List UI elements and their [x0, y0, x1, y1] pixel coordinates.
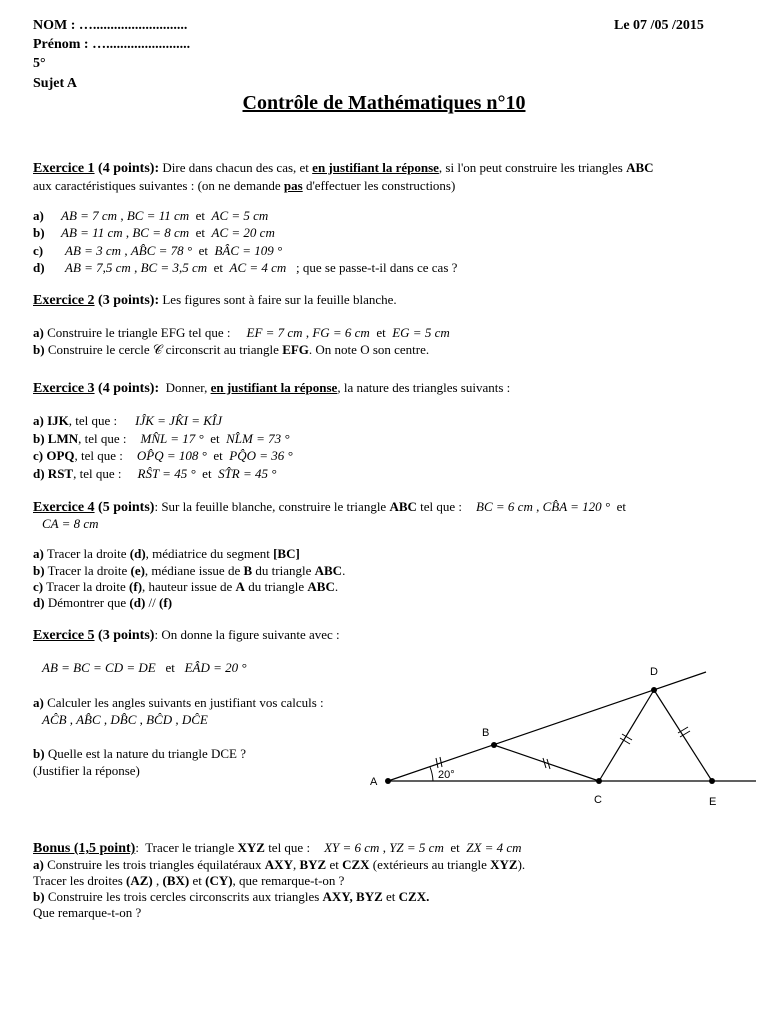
math-expr: BC = 11 cm — [126, 208, 190, 223]
separator: et — [195, 466, 219, 481]
item-bold: (e) — [130, 563, 145, 578]
ex5-heading: Exercice 5 — [33, 628, 95, 643]
math-expr: YZ = 5 cm — [389, 840, 444, 855]
separator: et — [155, 660, 185, 675]
geometry-figure — [360, 655, 760, 815]
ex5-givens — [42, 660, 247, 676]
separator: et — [610, 499, 627, 514]
point-c — [596, 778, 602, 784]
ex1-item-a — [33, 208, 268, 224]
item-text: circonscrit au triangle — [162, 342, 283, 357]
item-label: a) — [33, 857, 44, 872]
math-expr: AC = 20 cm — [211, 225, 275, 240]
label-c: C — [594, 794, 602, 806]
prenom-field: Prénom : …........................ — [33, 37, 191, 52]
math-expr: EG = 5 cm — [392, 325, 450, 340]
math-expr: EÂD = 20 ° — [184, 660, 247, 675]
item-label: a) — [33, 208, 44, 223]
point-d — [651, 687, 657, 693]
item-text: , que remarque-t-on ? — [232, 873, 345, 888]
ex4-abc: ABC — [389, 499, 417, 514]
ex3-intro-text-2: , la nature des triangles suivants : — [337, 380, 511, 395]
ex3-emphasis: en justifiant la réponse — [210, 380, 338, 395]
date-label: Le 07 /05 /2015 — [614, 18, 704, 33]
item-text: , tel que : — [74, 448, 123, 463]
separator: et — [192, 243, 215, 258]
item-text: , tel que : — [73, 466, 122, 481]
separator: et — [207, 260, 230, 275]
item-text: , — [292, 857, 300, 872]
ex1-intro-text: Dire dans chacun des cas, et — [159, 160, 313, 175]
ex5-points: (3 points) — [98, 628, 155, 643]
math-expr: AB = 11 cm — [61, 225, 123, 240]
ex4-item-b — [33, 563, 345, 579]
math-expr: ST̂R = 45 ° — [218, 466, 277, 481]
point-a — [385, 778, 391, 784]
ex4-item-a — [33, 546, 300, 562]
math-expr: IĴK = JK̂I = KÎJ — [135, 413, 222, 428]
math-expr: OP̂Q = 108 ° — [136, 448, 207, 463]
item-bold: CZX — [342, 857, 370, 872]
label-b: B — [482, 727, 490, 739]
item-bold: (d) — [129, 546, 146, 561]
ex1-points: (4 points): — [98, 161, 160, 176]
label-a: A — [370, 776, 378, 788]
class-label: 5° — [33, 56, 46, 71]
math-expr: RŜT = 45 ° — [137, 466, 196, 481]
item-label: c) — [33, 579, 44, 594]
item-text: . — [334, 579, 339, 594]
math-expr: EF = 7 cm — [246, 325, 303, 340]
bonus-item-a — [33, 857, 525, 873]
bonus-intro — [33, 840, 522, 857]
item-label: c) OPQ — [33, 448, 75, 463]
ex1-item-c — [33, 243, 282, 259]
math-expr: BÂC = 109 ° — [214, 243, 283, 258]
ex1-emphasis: en justifiant la réponse — [312, 160, 439, 175]
ex1-item-b — [33, 225, 275, 241]
ex3-heading: Exercice 3 — [33, 381, 95, 396]
math-expr: AB = 7 cm — [61, 208, 118, 223]
ex2-item-a — [33, 325, 450, 341]
item-label: b) — [33, 889, 45, 904]
item-bold: A — [235, 579, 245, 594]
separator: , — [379, 840, 390, 855]
page-title: Contrôle de Mathématiques n°10 — [242, 92, 526, 114]
line-ad — [388, 672, 706, 781]
ex4-heading: Exercice 4 — [33, 500, 95, 515]
bonus-heading: Bonus (1,5 point) — [33, 841, 136, 856]
separator: , — [302, 325, 313, 340]
label-e: E — [709, 796, 717, 808]
item-text: , médiane issue de — [144, 563, 244, 578]
item-text: Tracer la droite — [43, 579, 130, 594]
math-expr: AB = 3 cm — [65, 243, 122, 258]
item-text: ). — [517, 857, 526, 872]
item-text: et — [189, 873, 206, 888]
ex4-intro-text-2: tel que : — [416, 499, 463, 514]
item-text: Tracer les droites — [33, 873, 127, 888]
item-bold: (f) — [129, 579, 143, 594]
item-text: et — [326, 857, 343, 872]
item-bold: BYZ — [299, 857, 327, 872]
ex2-item-b — [33, 342, 429, 358]
ex1-intro-text-2: , si l'on peut construire les triangles — [438, 160, 627, 175]
item-bold: B — [243, 563, 253, 578]
item-text: Tracer la droite — [44, 563, 131, 578]
ex2-intro — [33, 292, 397, 309]
item-bold: CZX. — [398, 889, 430, 904]
ex3-points: (4 points): — [98, 381, 160, 396]
item-label: d) — [33, 595, 45, 610]
item-text: (extérieurs au triangle — [369, 857, 491, 872]
ex3-item-b — [33, 431, 290, 447]
tick-marks — [436, 727, 690, 769]
item-label: c) — [33, 243, 44, 258]
math-expr: FG = 6 cm — [312, 325, 370, 340]
math-expr: AC = 4 cm — [229, 260, 287, 275]
item-label: b) — [33, 225, 45, 240]
item-text: , hauteur issue de — [142, 579, 236, 594]
item-text: Construire les trois cercles circonscrits aux triangles — [44, 889, 323, 904]
ex2-points: (3 points): — [98, 293, 160, 308]
item-label: b) — [33, 746, 45, 761]
separator: , — [130, 260, 141, 275]
separator: et — [189, 208, 212, 223]
item-text: Démontrer que — [44, 595, 130, 610]
item-label: b) — [33, 563, 45, 578]
item-text: Construire les trois triangles équilatéraux — [43, 857, 265, 872]
separator: et — [369, 325, 393, 340]
math-expr: ZX = 4 cm — [466, 840, 522, 855]
item-label: b) LMN — [33, 431, 79, 446]
ex3-intro-text: Donner, — [159, 380, 211, 395]
item-bold: (f) — [159, 595, 173, 610]
math-expr: AB = BC = CD = DE — [42, 660, 156, 675]
item-text: , médiatrice du segment — [145, 546, 274, 561]
math-expr: AĈB , AB̂C , DB̂C , BĈD , DĈE — [42, 712, 208, 727]
bonus-last: Que remarque-t-on ? — [33, 905, 142, 920]
ex1-heading: Exercice 1 — [33, 161, 95, 176]
ex1-intro — [33, 160, 654, 177]
item-label: a) — [33, 546, 44, 561]
ex3-item-a — [33, 413, 222, 429]
item-bold: ABC — [307, 579, 335, 594]
math-expr: BC = 6 cm — [476, 499, 533, 514]
item-bold: (AZ) — [126, 873, 153, 888]
item-bold: (d) — [129, 595, 146, 610]
nom-field: NOM : …........................... — [33, 18, 188, 33]
ex2-intro-text: Les figures sont à faire sur la feuille blanche. — [159, 292, 397, 307]
item-label: b) — [33, 342, 45, 357]
separator: et — [203, 431, 227, 446]
bonus-intro-text-2: tel que : — [264, 840, 311, 855]
math-expr: XY = 6 cm — [324, 840, 380, 855]
math-expr: BC = 3,5 cm — [140, 260, 208, 275]
ex4-intro — [33, 499, 626, 516]
ex4-intro-text: : Sur la feuille blanche, construire le triangle — [154, 499, 390, 514]
bonus-item-b — [33, 889, 429, 905]
ex4-points: (5 points) — [98, 500, 155, 515]
separator: , — [532, 499, 543, 514]
bonus-intro-text: : Tracer le triangle — [135, 840, 238, 855]
item-label: d) — [33, 260, 45, 275]
ex5-item-b — [33, 746, 246, 762]
bonus-xyz: XYZ — [237, 840, 265, 855]
circle-symbol: 𝒞 — [152, 342, 163, 357]
math-expr: AC = 5 cm — [211, 208, 269, 223]
ex4-item-c — [33, 579, 338, 595]
ex5-angles — [42, 712, 208, 728]
item-text: // — [145, 595, 160, 610]
subject-label: Sujet A — [33, 76, 77, 91]
ex5-intro — [33, 627, 340, 644]
segment-cd — [599, 690, 654, 781]
math-expr: BC = 8 cm — [132, 225, 190, 240]
separator: et — [206, 448, 230, 463]
item-tail: ; que se passe-t-il dans ce cas ? — [286, 260, 458, 275]
item-text: du triangle — [244, 579, 308, 594]
item-text: Quelle est la nature du triangle DCE ? — [44, 746, 246, 761]
item-text: du triangle — [252, 563, 315, 578]
item-label: a) — [33, 695, 44, 710]
item-label: a) IJK — [33, 413, 69, 428]
ex1-item-d — [33, 260, 457, 276]
separator: , — [121, 243, 131, 258]
ex1-line2 — [33, 178, 455, 194]
item-text: Calculer les angles suivants en justifiant vos calculs : — [43, 695, 324, 710]
angle-arc — [430, 767, 433, 781]
item-bold: XYZ — [490, 857, 518, 872]
item-bold: (BX) — [162, 873, 190, 888]
ex4-line2 — [42, 516, 99, 532]
angle-label: 20° — [438, 769, 455, 781]
item-label: a) — [33, 325, 44, 340]
item-text: Construire le triangle EFG tel que : — [43, 325, 231, 340]
math-expr: PQ̂O = 36 ° — [229, 448, 293, 463]
ex3-intro — [33, 380, 510, 397]
item-text: . On note O son centre. — [308, 342, 430, 357]
separator: et — [443, 840, 467, 855]
item-label: d) RST — [33, 466, 74, 481]
ex1-line2-text-2: d'effectuer les constructions) — [302, 178, 456, 193]
item-text: , tel que : — [68, 413, 118, 428]
point-e — [709, 778, 715, 784]
ex5-item-b-note: (Justifier la réponse) — [33, 763, 140, 778]
item-text: Tracer la droite — [43, 546, 130, 561]
item-text: . — [342, 563, 346, 578]
ex5-intro-text: : On donne la figure suivante avec : — [154, 627, 340, 642]
math-expr: CB̂A = 120 ° — [542, 499, 611, 514]
item-bold: AXY — [264, 857, 293, 872]
ex4-item-d — [33, 595, 172, 611]
ex2-heading: Exercice 2 — [33, 293, 95, 308]
item-text: , — [152, 873, 163, 888]
separator: et — [189, 225, 212, 240]
math-expr: AB̂C = 78 ° — [130, 243, 193, 258]
ex1-line2-text: aux caractéristiques suivantes : (on ne demande — [33, 178, 284, 193]
separator: , — [117, 208, 127, 223]
item-bold: (CY) — [205, 873, 233, 888]
item-text: et — [382, 889, 399, 904]
separator: , — [122, 225, 133, 240]
math-expr: MN̂L = 17 ° — [140, 431, 204, 446]
ex3-item-d — [33, 466, 276, 482]
point-b — [491, 742, 497, 748]
math-expr: AB = 7,5 cm — [65, 260, 131, 275]
figure-lines — [388, 672, 756, 781]
segment-bc — [494, 745, 599, 781]
item-bold: AXY, BYZ — [322, 889, 383, 904]
item-bold: ABC — [314, 563, 343, 578]
item-text: , tel que : — [78, 431, 127, 446]
item-bold: EFG — [282, 342, 309, 357]
ex1-abc: ABC — [626, 160, 654, 175]
ex5-item-a — [33, 695, 324, 711]
label-d: D — [650, 666, 658, 678]
item-text: Construire le cercle — [44, 342, 153, 357]
ex3-item-c — [33, 448, 293, 464]
bonus-line2 — [33, 873, 344, 889]
ex1-pas: pas — [283, 178, 303, 193]
points — [385, 687, 715, 784]
item-bold: [BC] — [273, 546, 300, 561]
math-expr: NL̂M = 73 ° — [226, 431, 290, 446]
math-expr: CA = 8 cm — [42, 516, 99, 531]
